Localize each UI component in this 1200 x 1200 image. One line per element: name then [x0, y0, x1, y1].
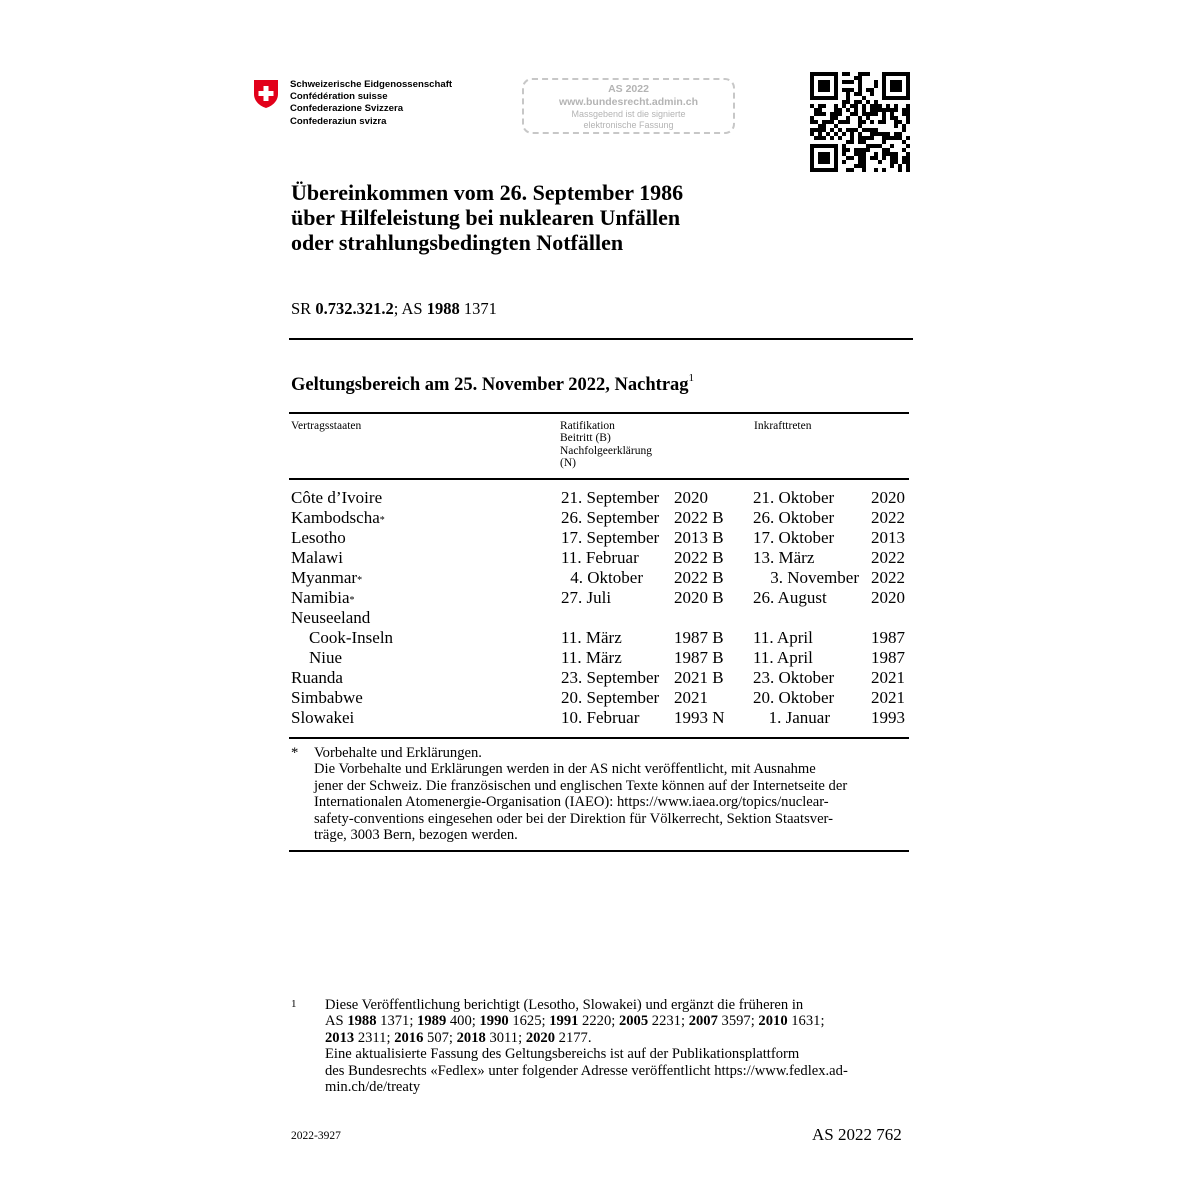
entry-year: 2021 — [871, 688, 905, 707]
table-row — [291, 488, 911, 508]
entry-date: 26. Oktober — [753, 508, 835, 527]
footnote-ref: 1 — [688, 372, 695, 384]
section-heading — [291, 374, 694, 396]
footnote-line: des Bundesrechts «Fedlex» unter folgender Adresse veröffentlicht https://www.fedlex.ad- — [325, 1062, 848, 1079]
ratification-year: 2021 B — [674, 668, 724, 687]
ratification-date: 17. September — [561, 528, 660, 547]
section-title: Geltungsbereich am 25. November 2022, Nachtrag — [291, 375, 689, 396]
state-name: Malawi — [291, 548, 343, 567]
entry-year: 2013 — [871, 528, 905, 547]
reservation-star: * — [357, 575, 363, 586]
entry-year: 2022 — [871, 508, 905, 527]
as-page: 1371 — [459, 299, 497, 318]
ratification-year: 2022 B — [674, 548, 724, 567]
entry-date: 11. April — [753, 628, 813, 647]
ratification-date: 11. Februar — [561, 548, 639, 567]
note-bottom-rule — [289, 850, 909, 852]
federal-administration-names — [290, 79, 452, 128]
entry-date: 11. April — [753, 648, 813, 667]
table-bottom-rule — [289, 737, 909, 739]
note-line: safety-conventions eingesehen oder bei der Direktion für Völkerrecht, Sektion Staatsver- — [314, 810, 833, 827]
table-row — [291, 668, 911, 688]
state-name: Myanmar* — [291, 568, 363, 587]
ratification-date: 10. Februar — [561, 708, 640, 727]
entry-date: 1. Januar — [768, 708, 830, 727]
publication-stamp — [522, 78, 735, 134]
ratification-year: 1987 B — [674, 648, 724, 667]
table-row — [291, 648, 911, 668]
state-name: Neuseeland — [291, 608, 371, 627]
fed-name-de: Schweizerische Eidgenossenschaft — [290, 79, 453, 90]
qr-code-icon — [810, 72, 910, 172]
note-line: jener der Schweiz. Die französischen und englischen Texte können auf der Internetseite der — [314, 777, 848, 794]
ratification-date: 20. September — [561, 688, 660, 707]
fed-name-rm: Confederaziun svizra — [290, 115, 387, 127]
header-ratification — [560, 420, 652, 470]
reservation-star: * — [349, 595, 355, 606]
note-line: träge, 3003 Bern, bezogen werden. — [314, 827, 518, 844]
ratification-date: 23. September — [561, 668, 660, 687]
state-name: Ruanda — [291, 668, 343, 687]
territory-name: Niue — [309, 648, 343, 667]
entry-date: 20. Oktober — [753, 688, 835, 707]
state-name: Namibia* — [291, 588, 355, 607]
entry-date: 13. März — [753, 548, 815, 567]
sr-prefix: SR — [291, 299, 316, 318]
table-row — [291, 608, 911, 628]
footnote — [291, 997, 911, 1095]
entry-date: 17. Oktober — [753, 528, 835, 547]
entry-year: 1987 — [871, 648, 905, 667]
ratification-date: 11. März — [561, 628, 622, 647]
ratification-year: 2020 B — [674, 588, 724, 607]
entry-year: 1987 — [871, 628, 905, 647]
state-name: Kambodscha* — [291, 508, 385, 527]
footnote-line: min.ch/de/treaty — [325, 1079, 421, 1096]
document-title — [291, 180, 891, 255]
ratification-year: 2013 B — [674, 528, 724, 547]
entry-year: 1993 — [871, 708, 905, 727]
title-line: oder strahlungsbedingten Notfällen — [291, 230, 624, 255]
state-name: Slowakei — [291, 708, 355, 727]
table-row — [291, 568, 911, 588]
entry-year: 2022 — [871, 548, 905, 567]
state-name: Lesotho — [291, 528, 346, 547]
entry-date: 26. August — [753, 588, 827, 607]
sr-middle: ; AS — [393, 299, 427, 318]
ratification-year: 2022 B — [674, 508, 724, 527]
ratification-year: 2020 — [674, 488, 708, 507]
note-mark: * — [291, 745, 299, 761]
note-line: Vorbehalte und Erklärungen. — [314, 745, 482, 761]
footnote-line: Diese Veröffentlichung berichtigt (Lesotho, Slowakei) und ergänzt die früheren in — [325, 997, 804, 1013]
entry-year: 2021 — [871, 668, 905, 687]
table-row — [291, 708, 911, 728]
reservation-star: * — [379, 515, 385, 526]
header-ratification-line: Beitritt (B) — [560, 432, 611, 445]
entry-year: 2022 — [871, 568, 905, 587]
stamp-as-line: AS 2022 — [608, 83, 649, 95]
entry-date: 23. Oktober — [753, 668, 835, 687]
table-row — [291, 588, 911, 608]
header-entry-into-force: Inkrafttreten — [754, 420, 812, 432]
page-reference: AS 2022 762 — [812, 1125, 902, 1144]
ratification-year: 2021 — [674, 688, 708, 707]
table-header-rule — [289, 478, 909, 480]
state-name: Côte d’Ivoire — [291, 488, 383, 507]
footnote-refs-line: AS 1988 1371; 1989 400; 1990 1625; 1991 2220; 2005 2231; 2007 3597; 2010 1631; — [325, 1013, 825, 1030]
entry-year: 2020 — [871, 588, 905, 607]
ratification-date: 4. Oktober — [570, 568, 643, 587]
header-states: Vertragsstaaten — [291, 420, 362, 432]
sr-reference — [291, 299, 497, 319]
note-line: Internationalen Atomenergie-Organisation (IAEO): https://www.iaea.org/topics/nuclear- — [314, 794, 829, 811]
header-ratification-line: (N) — [560, 457, 576, 470]
sr-number: 0.732.321.2 — [315, 299, 394, 318]
entry-date: 21. Oktober — [753, 488, 835, 507]
ratification-year: 1993 N — [674, 708, 725, 727]
ratification-year: 2022 B — [674, 568, 724, 587]
territory-name: Cook-Inseln — [309, 628, 394, 647]
stamp-url-line: www.bundesrecht.admin.ch — [558, 96, 699, 108]
title-line: Übereinkommen vom 26. September 1986 — [291, 180, 684, 205]
table-row — [291, 628, 911, 648]
note-line: Die Vorbehalte und Erklärungen werden in der AS nicht veröffentlicht, mit Ausnahme — [314, 761, 816, 778]
section-divider — [289, 338, 913, 340]
table-top-rule — [289, 412, 909, 414]
ratification-year: 1987 B — [674, 628, 724, 647]
footnote-number: 1 — [291, 998, 297, 1010]
state-name: Simbabwe — [291, 688, 363, 707]
ratification-date: 26. September — [561, 508, 660, 527]
stamp-note-line: Massgebend ist die signierte — [571, 109, 686, 119]
ratification-date: 21. September — [561, 488, 660, 507]
table-row — [291, 548, 911, 568]
fed-name-fr: Confédération suisse — [290, 91, 388, 103]
title-line: über Hilfeleistung bei nuklearen Unfällen — [291, 205, 681, 230]
footnote-line: Eine aktualisierte Fassung des Geltungsbereichs ist auf der Publikationsplattform — [325, 1046, 800, 1063]
table-row — [291, 528, 911, 548]
header-ratification-line: Ratifikation — [560, 420, 615, 432]
header-ratification-line: Nachfolgeerklärung — [560, 444, 652, 457]
table-row — [291, 688, 911, 708]
document-id: 2022-3927 — [291, 1130, 341, 1142]
ratification-date: 11. März — [561, 648, 622, 667]
as-year: 1988 — [426, 299, 460, 318]
ratification-date: 27. Juli — [561, 588, 612, 607]
swiss-coat-of-arms-icon — [253, 79, 279, 109]
table-row — [291, 508, 911, 528]
entry-year: 2020 — [871, 488, 905, 507]
footnote-refs-line: 2013 2311; 2016 507; 2018 3011; 2020 2177. — [325, 1029, 592, 1046]
reservation-note — [291, 745, 911, 843]
entry-date: 3. November — [770, 568, 859, 587]
fed-name-it: Confederazione Svizzera — [290, 103, 404, 115]
stamp-note-line: elektronische Fassung — [583, 120, 674, 130]
